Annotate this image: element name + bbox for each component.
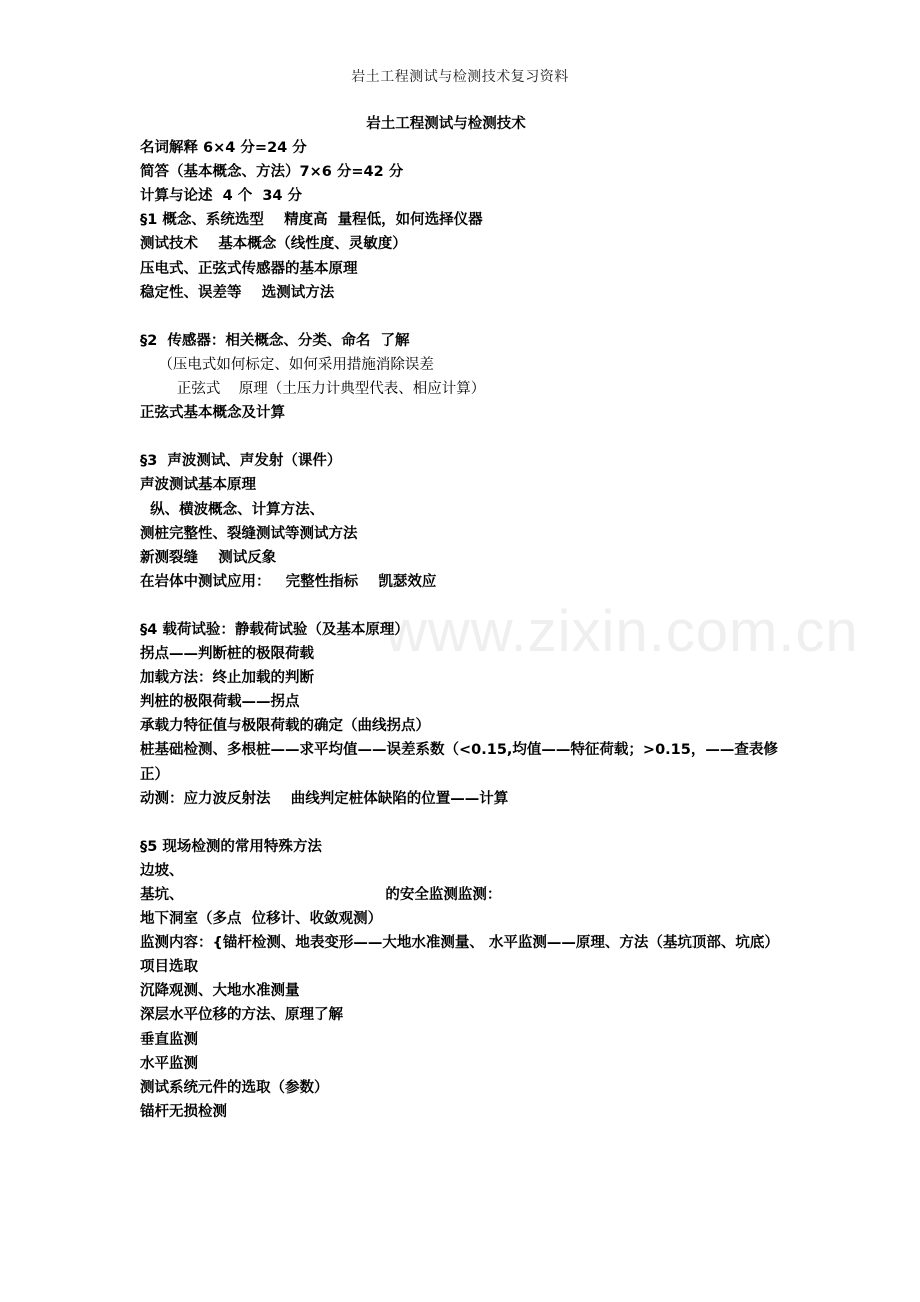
text-line: （压电式如何标定、如何采用措施消除误差 [140, 356, 434, 373]
text-line: 测试系统元件的选取（参数） [140, 1079, 329, 1096]
section-heading: §5 现场检测的常用特殊方法 [140, 838, 322, 855]
text-line: 监测内容：{锚杆检测、地表变形——大地水准测量、 水平监测——原理、方法（基坑顶部、坑底） [140, 935, 779, 952]
text-line: 垂直监测 [140, 1031, 198, 1048]
text-line: 加载方法：终止加载的判断 [140, 670, 314, 687]
text-line: 水平监测 [140, 1055, 198, 1072]
text-line: 名词解释 6×4 分=24 分 [140, 140, 307, 157]
text-line: 沉降观测、大地水准测量 [140, 983, 300, 1000]
text-line: 锚杆无损检测 [140, 1103, 227, 1120]
text-line: 地下洞室（多点 位移计、收敛观测） [140, 911, 383, 928]
text-line: 边坡、 [140, 862, 184, 879]
text-line: 测试技术 基本概念（线性度、灵敏度） [140, 236, 407, 253]
text-line: 声波测试基本原理 [140, 477, 256, 494]
blank-line [140, 594, 790, 618]
text-line: 承载力特征值与极限荷载的确定（曲线拐点） [140, 718, 430, 735]
blank-line [140, 811, 790, 835]
text-line: 项目选取 [140, 959, 198, 976]
watermark-text: www.zixin.com.cn [385, 599, 859, 664]
text-line: 正弦式基本概念及计算 [140, 405, 285, 422]
page-header: 岩土工程测试与检测技术复习资料 [351, 69, 569, 85]
text-line: 测桩完整性、裂缝测试等测试方法 [140, 525, 358, 542]
section-heading: §1 概念、系统选型 精度高 量程低，如何选择仪器 [140, 212, 483, 229]
text-line: 正弦式 原理（土压力计典型代表、相应计算） [140, 381, 486, 398]
document-title: 岩土工程测试与检测技术 [366, 116, 526, 132]
text-line: 拐点——判断桩的极限荷载 [140, 646, 314, 663]
section-heading: §2 传感器：相关概念、分类、命名 了解 [140, 332, 410, 349]
text-line: 新测裂缝 测试反象 [140, 549, 277, 566]
text-line: 简答（基本概念、方法）7×6 分=42 分 [140, 164, 404, 181]
text-line: 基坑、 的安全监测监测： [140, 887, 502, 903]
blank-line [140, 305, 790, 329]
document-body [140, 112, 790, 1124]
section-heading: §3 声波测试、声发射（课件） [140, 453, 342, 470]
text-line: 在岩体中测试应用： 完整性指标 凯瑟效应 [140, 573, 437, 590]
text-line: 计算与论述 4 个 34 分 [140, 188, 303, 205]
text-line: 判桩的极限荷载——拐点 [140, 694, 300, 711]
text-line: 动测：应力波反射法 曲线判定桩体缺陷的位置——计算 [140, 790, 509, 807]
text-line: 稳定性、误差等 选测试方法 [140, 284, 335, 301]
text-line: 桩基础检测、多根桩——求平均值——误差系数（<0.15,均值——特征荷载；>0.15，——查表修正） [140, 742, 778, 783]
section-heading: §4 载荷试验：静载荷试验（及基本原理） [140, 621, 409, 638]
text-line: 深层水平位移的方法、原理了解 [140, 1007, 343, 1024]
text-line: 纵、横波概念、计算方法、 [140, 501, 325, 518]
blank-line [140, 425, 790, 449]
text-line: 压电式、正弦式传感器的基本原理 [140, 260, 358, 277]
